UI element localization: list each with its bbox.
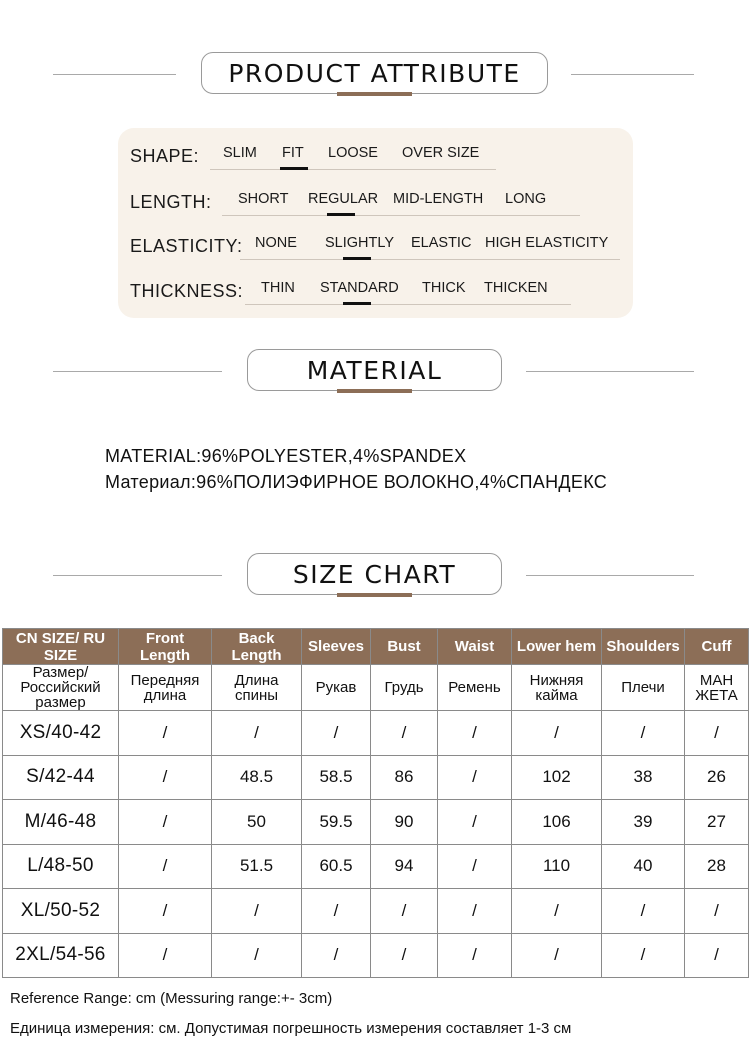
- header-divider-right: [571, 74, 694, 75]
- header-accent-bar: [337, 593, 412, 597]
- table-cell: 39: [602, 800, 685, 845]
- table-cell: /: [212, 889, 302, 934]
- attribute-option-selected: SLIGHTLY: [325, 235, 395, 251]
- table-header-row-ru: [3, 665, 749, 711]
- attribute-underline: [222, 215, 580, 216]
- attribute-option: LONG: [505, 191, 547, 207]
- table-cell: /: [602, 889, 685, 934]
- table-cell: /: [438, 711, 512, 756]
- table-cell: /: [212, 711, 302, 756]
- table-cell: /: [438, 889, 512, 934]
- table-cell: /: [119, 933, 212, 978]
- header-divider-left: [53, 575, 222, 576]
- attribute-option: HIGH ELASTICITY: [485, 235, 609, 251]
- table-cell: /: [438, 755, 512, 800]
- table-cell: 40: [602, 844, 685, 889]
- attribute-option-selected: REGULAR: [308, 191, 379, 207]
- table-row: [3, 844, 749, 889]
- table-cell: /: [685, 933, 749, 978]
- table-cell: 50: [212, 800, 302, 845]
- table-cell: /: [371, 933, 438, 978]
- attribute-underline: [240, 259, 620, 260]
- table-cell: 110: [512, 844, 602, 889]
- size-cell: XS/40-42: [3, 711, 119, 756]
- column-header: Lower hem: [512, 629, 602, 665]
- attribute-option: OVER SIZE: [402, 145, 480, 161]
- table-cell: 28: [685, 844, 749, 889]
- material-title: MATERIAL: [247, 349, 502, 391]
- attribute-option: THIN: [261, 280, 295, 296]
- attribute-option: SLIM: [223, 145, 257, 161]
- column-header: CN SIZE/ RU SIZE: [3, 629, 119, 665]
- table-cell: 60.5: [302, 844, 371, 889]
- reference-range-note: Reference Range: cm (Messuring range:+- 3cm): [10, 990, 333, 1007]
- material-composition-en: MATERIAL:96%POLYESTER,4%SPANDEX: [105, 446, 467, 466]
- column-header: Sleeves: [302, 629, 371, 665]
- column-header-ru: Нижняя кайма: [512, 665, 602, 711]
- table-cell: /: [512, 711, 602, 756]
- table-cell: 90: [371, 800, 438, 845]
- column-header-ru: Ремень: [438, 665, 512, 711]
- table-cell: 51.5: [212, 844, 302, 889]
- column-header-ru: Рукав: [302, 665, 371, 711]
- table-cell: /: [212, 933, 302, 978]
- selected-marker: [343, 257, 371, 260]
- attribute-underline: [245, 304, 571, 305]
- table-cell: /: [119, 844, 212, 889]
- header-accent-bar: [337, 389, 412, 393]
- attribute-label: LENGTH:: [130, 192, 212, 212]
- attribute-label: ELASTICITY:: [130, 236, 243, 256]
- column-header: Front Length: [119, 629, 212, 665]
- selected-marker: [327, 213, 355, 216]
- attribute-option: SHORT: [238, 191, 289, 207]
- attribute-label: SHAPE:: [130, 146, 200, 166]
- attribute-option: THICK: [422, 280, 466, 296]
- table-cell: 26: [685, 755, 749, 800]
- column-header-ru: Размер/ Российский размер: [3, 665, 119, 711]
- header-accent-bar: [337, 92, 412, 96]
- table-cell: /: [512, 889, 602, 934]
- column-header: Back Length: [212, 629, 302, 665]
- table-cell: /: [371, 889, 438, 934]
- selected-marker: [343, 302, 371, 305]
- table-cell: /: [119, 755, 212, 800]
- material-header: [0, 349, 750, 399]
- attribute-option-selected: FIT: [282, 145, 304, 161]
- header-divider-right: [526, 371, 694, 372]
- header-divider-left: [53, 371, 222, 372]
- size-cell: S/42-44: [3, 755, 119, 800]
- header-divider-left: [53, 74, 176, 75]
- table-cell: /: [119, 800, 212, 845]
- table-row: [3, 889, 749, 934]
- size-chart-table: [2, 628, 749, 978]
- size-cell: XL/50-52: [3, 889, 119, 934]
- table-cell: /: [685, 711, 749, 756]
- attribute-label: THICKNESS:: [130, 281, 244, 301]
- table-row: [3, 933, 749, 978]
- table-cell: /: [438, 933, 512, 978]
- selected-marker: [280, 167, 308, 170]
- table-cell: 38: [602, 755, 685, 800]
- material-composition-ru: Материал:96%ПОЛИЭФИРНОЕ ВОЛОКНО,4%СПАНДЕКС: [105, 472, 608, 492]
- column-header-ru: Передняя длина: [119, 665, 212, 711]
- size-cell: 2XL/54-56: [3, 933, 119, 978]
- table-cell: /: [119, 889, 212, 934]
- size-cell: L/48-50: [3, 844, 119, 889]
- table-cell: /: [119, 711, 212, 756]
- attribute-option: MID-LENGTH: [393, 191, 484, 207]
- table-cell: 59.5: [302, 800, 371, 845]
- table-cell: /: [602, 711, 685, 756]
- table-row: [3, 755, 749, 800]
- table-cell: 106: [512, 800, 602, 845]
- table-cell: /: [602, 933, 685, 978]
- table-cell: /: [302, 889, 371, 934]
- size-chart-title: SIZE CHART: [247, 553, 502, 595]
- attribute-option: THICKEN: [484, 280, 548, 296]
- product-attribute-header: [0, 52, 750, 102]
- measurement-note-ru: Единица измерения: см. Допустимая погрешность измерения составляет 1-3 см: [10, 1020, 572, 1037]
- column-header: Shoulders: [602, 629, 685, 665]
- table-cell: 48.5: [212, 755, 302, 800]
- column-header-ru: МАН ЖЕТА: [685, 665, 749, 711]
- table-header-row-en: [3, 629, 749, 665]
- size-cell: M/46-48: [3, 800, 119, 845]
- size-chart-header: [0, 553, 750, 603]
- table-cell: 86: [371, 755, 438, 800]
- column-header: Cuff: [685, 629, 749, 665]
- table-row: [3, 711, 749, 756]
- table-cell: 102: [512, 755, 602, 800]
- attribute-underline: [210, 169, 496, 170]
- attribute-option: NONE: [255, 235, 297, 251]
- product-attribute-title: PRODUCT ATTRIBUTE: [201, 52, 548, 94]
- header-divider-right: [526, 575, 694, 576]
- table-cell: /: [371, 711, 438, 756]
- table-cell: 58.5: [302, 755, 371, 800]
- table-cell: /: [512, 933, 602, 978]
- attribute-option: ELASTIC: [411, 235, 472, 251]
- column-header: Bust: [371, 629, 438, 665]
- table-cell: /: [302, 711, 371, 756]
- column-header: Waist: [438, 629, 512, 665]
- attribute-option-selected: STANDARD: [320, 280, 399, 296]
- table-cell: /: [438, 844, 512, 889]
- attribute-option: LOOSE: [328, 145, 378, 161]
- table-cell: /: [302, 933, 371, 978]
- column-header-ru: Грудь: [371, 665, 438, 711]
- table-row: [3, 800, 749, 845]
- table-cell: /: [438, 800, 512, 845]
- table-cell: /: [685, 889, 749, 934]
- column-header-ru: Длина спины: [212, 665, 302, 711]
- table-cell: 94: [371, 844, 438, 889]
- column-header-ru: Плечи: [602, 665, 685, 711]
- table-cell: 27: [685, 800, 749, 845]
